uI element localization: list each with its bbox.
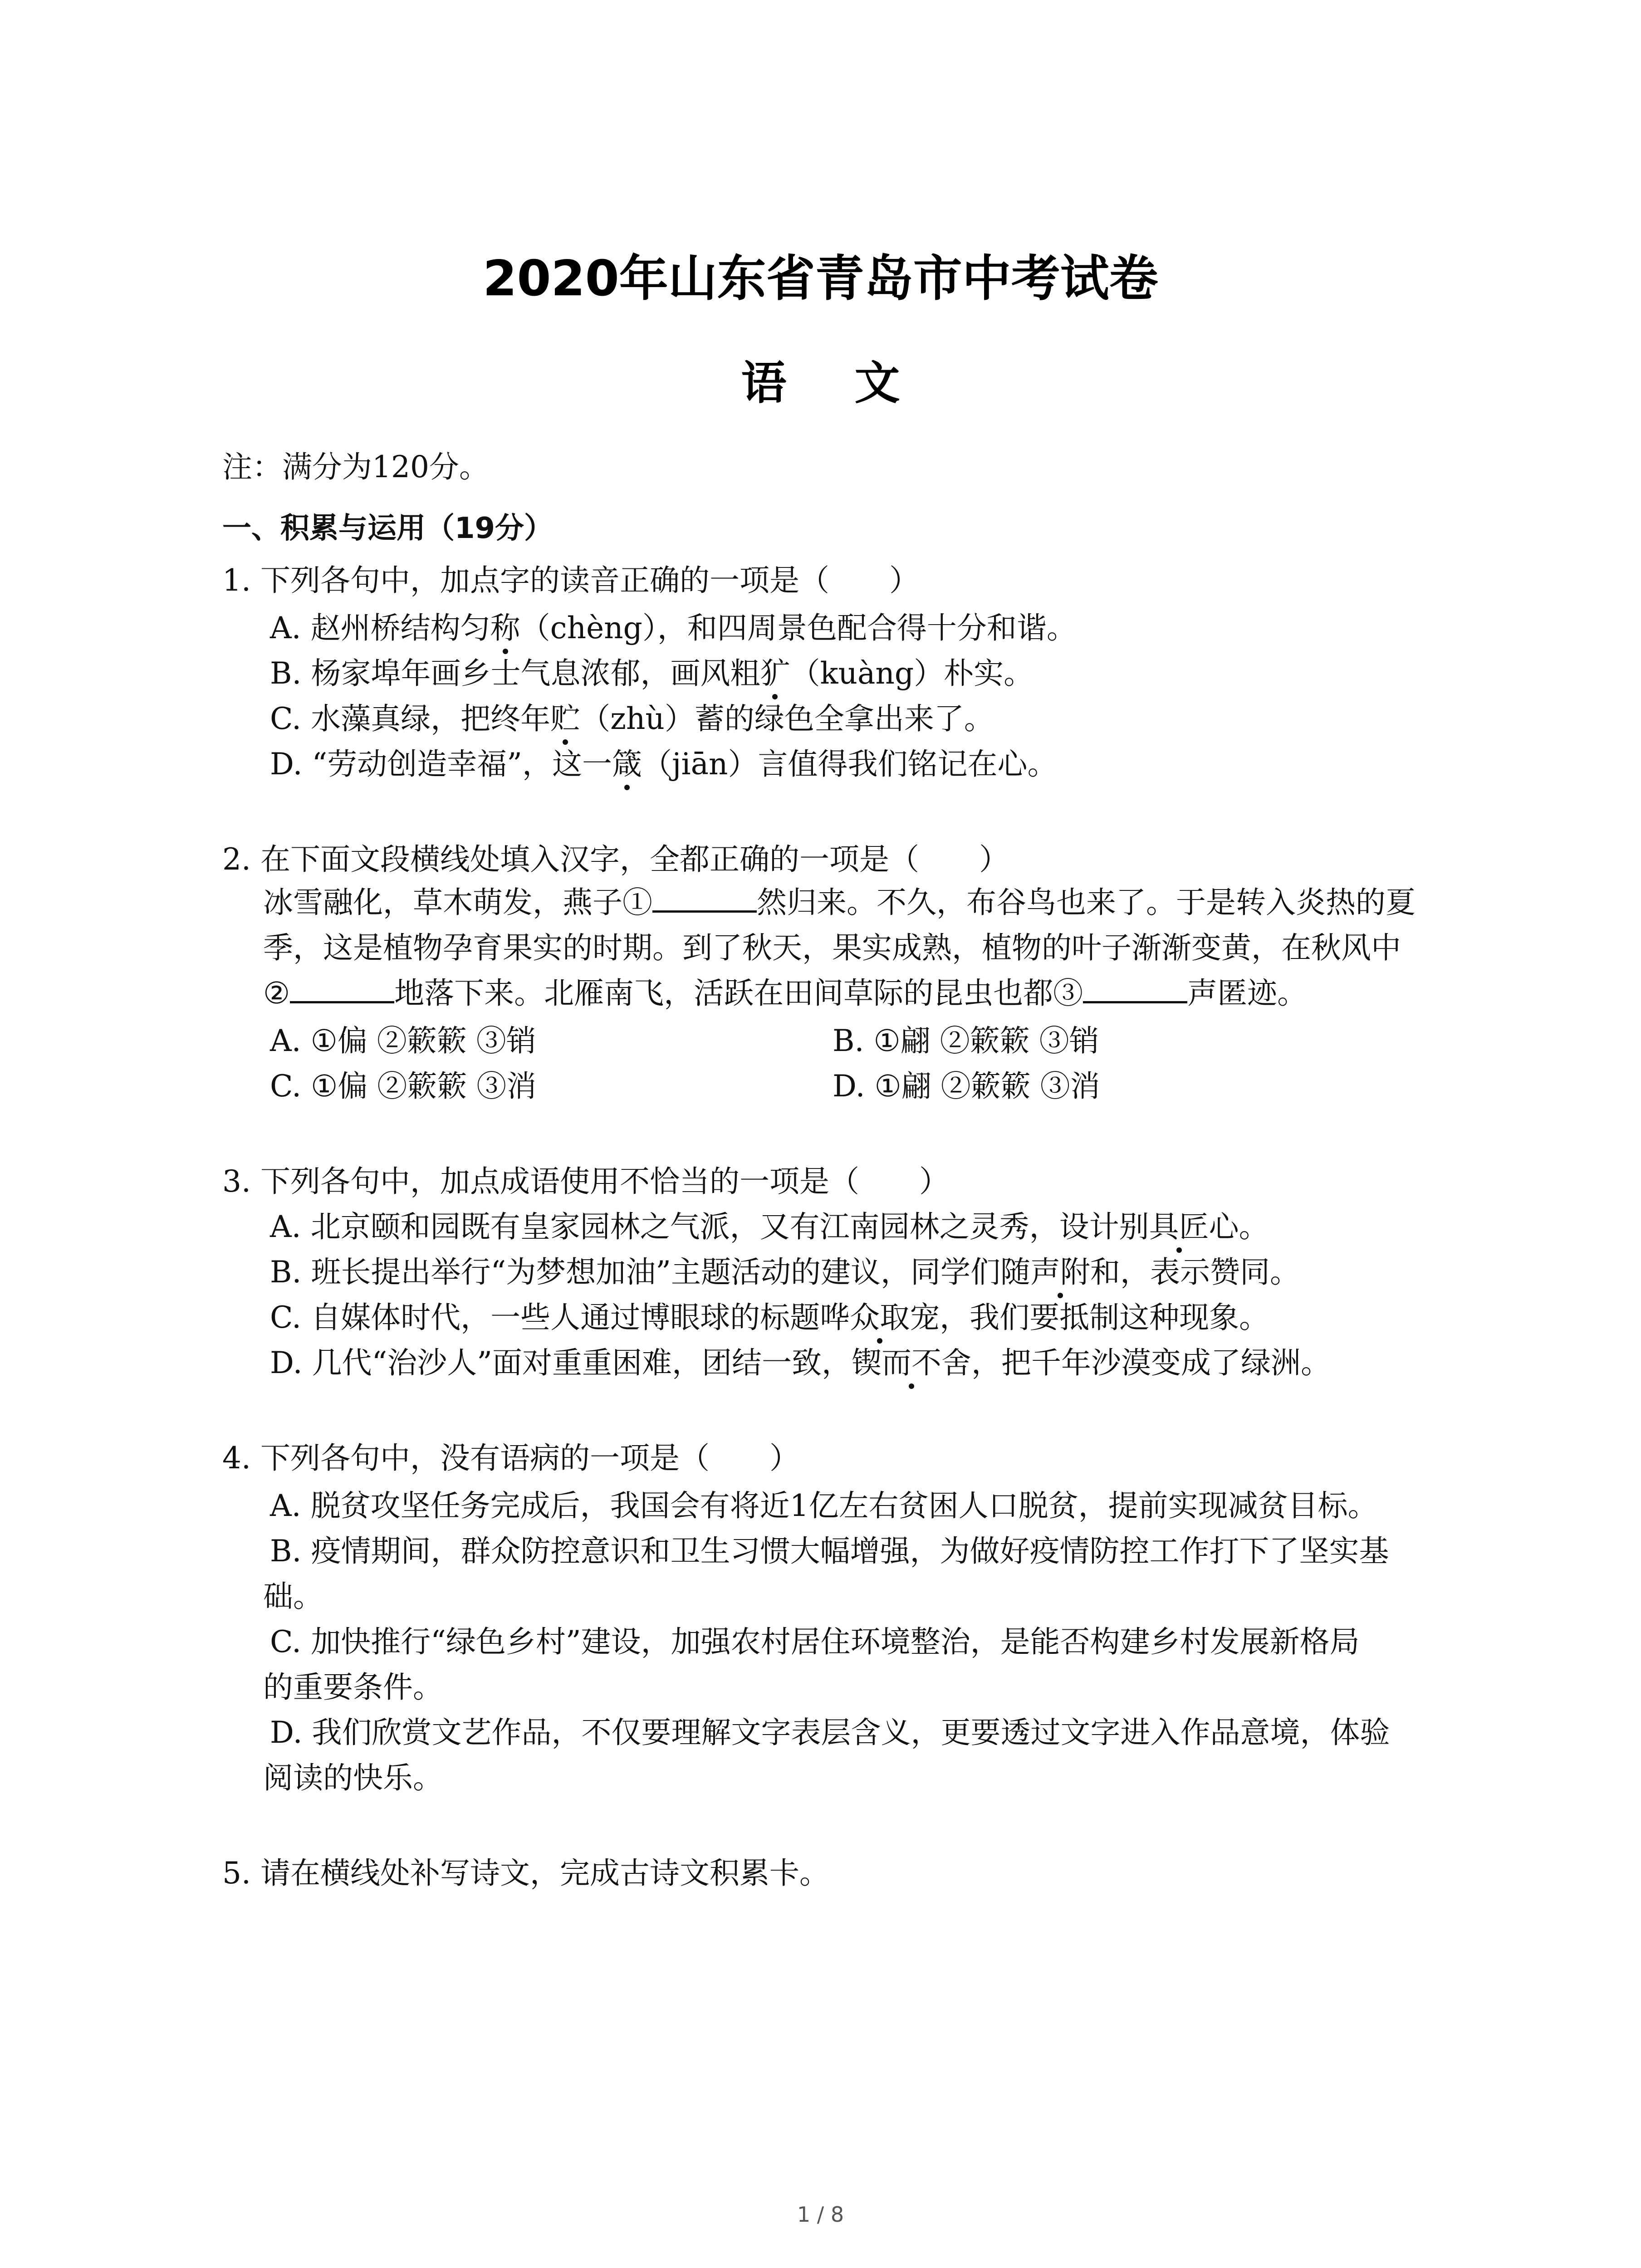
dotted-character: 箴 — [612, 744, 642, 785]
question-3-stem: 3. 下列各句中，加点成语使用不恰当的一项是（ ） — [222, 1164, 949, 1199]
option-text: ，表示赞同。 — [1120, 1255, 1300, 1290]
option-text: （jiān）言值得我们铭记在心。 — [642, 747, 1058, 782]
question-4-option-d-line-2: 阅读的快乐。 — [263, 1760, 443, 1795]
dotted-idiom: 随声附和 — [1000, 1252, 1120, 1293]
question-4-option-b-line-2: 础。 — [263, 1579, 323, 1614]
question-2-stem: 2. 在下面文段横线处填入汉字，全都正确的一项是（ ） — [222, 842, 1009, 877]
exam-title: 2020年山东省青岛市中考试卷 — [483, 250, 1158, 307]
option-text: C. 自媒体时代，一些人通过博眼球的标题 — [270, 1300, 820, 1335]
option-text: B. 班长提出举行“为梦想加油”主题活动的建议，同学们 — [270, 1255, 1000, 1290]
dotted-character: 贮 — [550, 699, 580, 739]
option-text: D. 几代“治沙人”面对重重困难，团结一致， — [270, 1345, 852, 1380]
option-text: C. 水藻真绿，把终年 — [270, 701, 551, 736]
question-1-stem: 1. 下列各句中，加点字的读音正确的一项是（ ） — [222, 563, 919, 598]
question-4-option-b-line-1: B. 疫情期间，群众防控意识和卫生习惯大幅增强，为做好疫情防控工作打下了坚实基 — [270, 1534, 1389, 1569]
question-2-passage-line-1 — [263, 882, 1416, 923]
question-2-option-d: D. ①翩 ②簌簌 ③消 — [833, 1069, 1100, 1104]
blank-2 — [290, 974, 394, 1003]
option-text: ，把千年沙漠变成了绿洲。 — [971, 1345, 1331, 1380]
option-text: （kuàng）朴实。 — [790, 656, 1034, 691]
score-note: 注：满分为120分。 — [222, 450, 489, 484]
question-2-option-a: A. ①偏 ②簌簌 ③销 — [270, 1023, 536, 1058]
question-4-stem: 4. 下列各句中，没有语病的一项是（ ） — [222, 1441, 799, 1476]
dotted-idiom: 哗众取宠 — [820, 1297, 940, 1338]
question-3-option-b — [270, 1252, 1300, 1293]
question-1-option-b — [270, 653, 1034, 694]
question-4-option-c-line-1: C. 加快推行“绿色乡村”建设，加强农村居住环境整治，是能否构建乡村发展新格局 — [270, 1624, 1360, 1659]
dotted-idiom: 锲而不舍 — [852, 1343, 971, 1383]
page-number: 1 / 8 — [797, 2202, 844, 2227]
question-1-option-c — [270, 699, 994, 739]
question-3-option-a — [270, 1207, 1269, 1247]
subject-title — [0, 352, 1641, 415]
question-4-option-d-line-1: D. 我们欣赏文艺作品，不仅要理解文字表层含义，更要透过文字进入作品意境，体验 — [270, 1715, 1390, 1750]
blank-3 — [1083, 974, 1187, 1003]
dotted-character: 犷 — [760, 653, 790, 694]
passage-text: 然归来。不久，布谷鸟也来了。于是转入炎热的夏 — [757, 885, 1416, 920]
option-text: B. 杨家埠年画乡士气息浓郁，画风粗 — [270, 656, 760, 691]
question-2-option-c: C. ①偏 ②簌簌 ③消 — [270, 1069, 537, 1104]
subject-char-1: 语 — [741, 357, 787, 410]
option-text: A. 赵州桥结构匀 — [270, 611, 490, 645]
passage-text: 冰雪融化，草木萌发，燕子① — [263, 885, 652, 920]
option-text: （zhù）蓄的绿色全拿出来了。 — [580, 701, 994, 736]
question-3-option-d — [270, 1343, 1331, 1383]
question-1-option-a — [270, 608, 1077, 649]
blank-1 — [652, 883, 757, 913]
option-text: 。 — [1239, 1209, 1269, 1244]
subject-char-2: 文 — [854, 357, 900, 410]
option-text: ，我们要抵制这种现象。 — [940, 1300, 1269, 1335]
passage-text: ② — [263, 976, 290, 1011]
question-4-option-a: A. 脱贫攻坚任务完成后，我国会有将近1亿左右贫困人口脱贫，提前实现减贫目标。 — [270, 1488, 1378, 1523]
question-4-option-c-line-2: 的重要条件。 — [263, 1670, 443, 1705]
option-text: D. “劳动创造幸福”，这一 — [270, 747, 612, 782]
passage-text: 声匿迹。 — [1187, 976, 1308, 1011]
question-5-stem: 5. 请在横线处补写诗文，完成古诗文积累卡。 — [222, 1856, 829, 1891]
dotted-character: 称 — [490, 608, 520, 649]
question-2-passage-line-3 — [263, 973, 1307, 1014]
question-2-passage-line-2: 季，这是植物孕育果实的时期。到了秋天，果实成熟，植物的叶子渐渐变黄，在秋风中 — [263, 930, 1401, 965]
section-heading: 一、积累与运用（19分） — [222, 512, 554, 545]
option-text: A. 北京颐和园既有皇家园林之气派，又有江南园林之灵秀，设计 — [270, 1209, 1119, 1244]
question-2-option-b: B. ①翩 ②簌簌 ③销 — [833, 1023, 1099, 1058]
dotted-idiom: 别具匠心 — [1119, 1207, 1239, 1247]
question-3-option-c — [270, 1297, 1269, 1338]
passage-text: 地落下来。北雁南飞，活跃在田间草际的昆虫也都③ — [394, 976, 1083, 1011]
option-text: （chèng），和四周景色配合得十分和谐。 — [520, 611, 1077, 645]
question-1-option-d — [270, 744, 1057, 785]
